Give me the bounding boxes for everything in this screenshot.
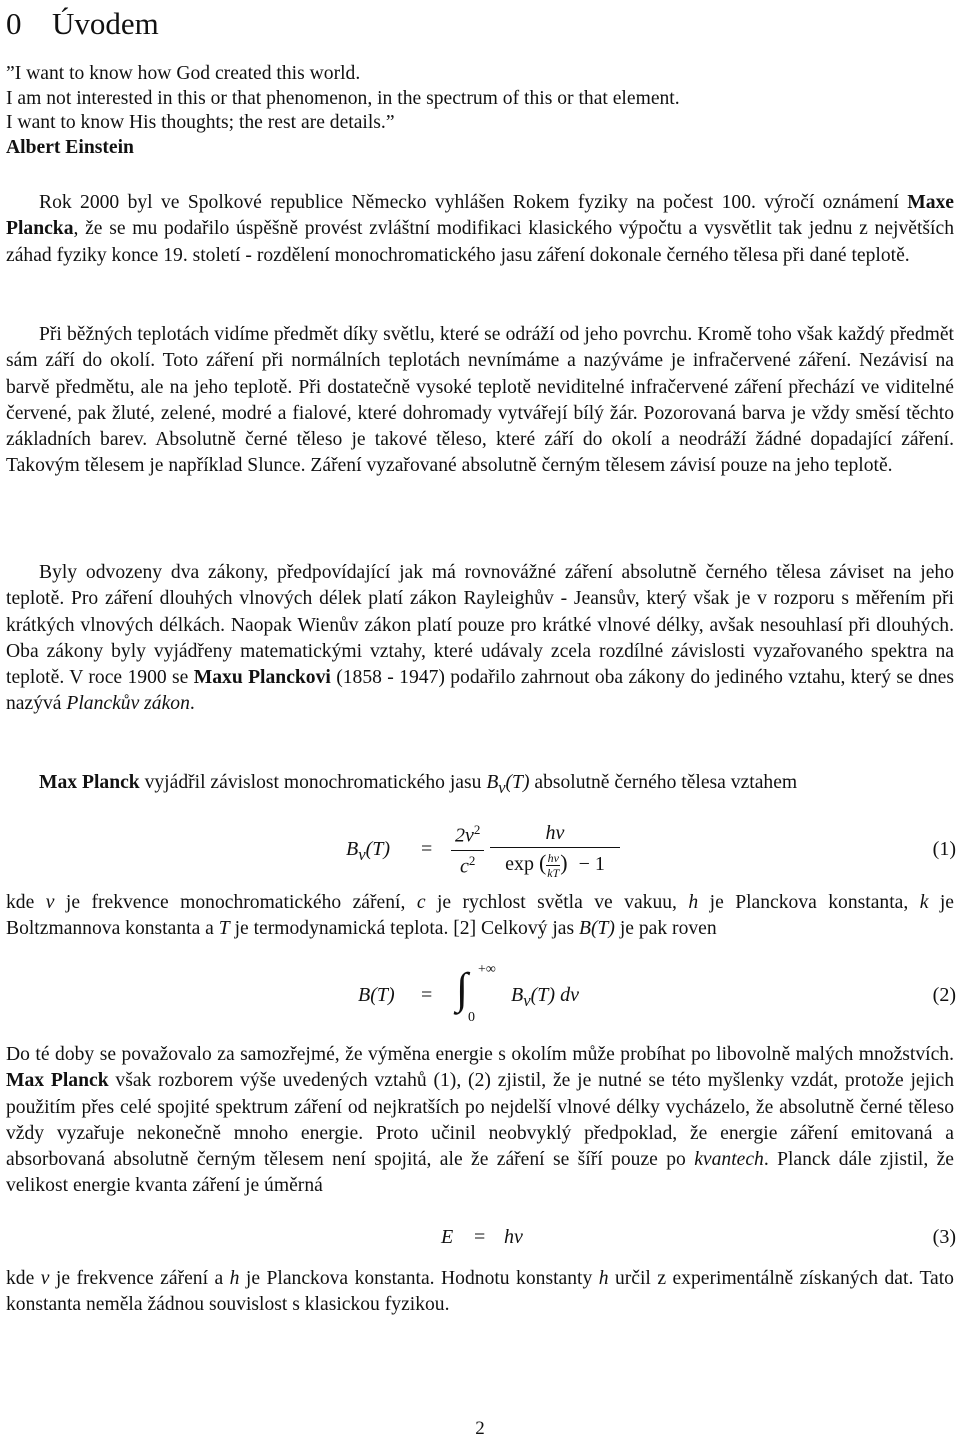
text: Rok 2000 byl ve Spolkové republice Německo vyhlášen Rokem fyziky na počest 100. výročí oznámení	[39, 192, 908, 213]
text: určil z experimentálně získaných dat. Tato konstanta neměla žádnou souvislost s klasickou fyzikou.	[6, 1268, 954, 1316]
section-title: Úvodem	[52, 6, 159, 41]
text: , že se mu podařilo úspěšně provést zvláštní modifikaci klasického výpočtu a vysvětlit tak jednu z největších záhad fyziky konce 19. století - rozdělení monochromatického jasu záření dokonale černého tělesa při dané teplotě.	[6, 218, 954, 266]
paragraph-quantum	[6, 1042, 954, 1200]
text: vyjádřil závislost monochromatického jasu	[139, 772, 487, 793]
math-symbol: (T)	[505, 772, 530, 793]
math-symbol: k	[919, 892, 929, 913]
math-symbol: T	[218, 918, 230, 940]
quote-line: ”I want to know how God created this world.	[6, 63, 361, 84]
math-symbol: c	[460, 855, 469, 878]
math-symbol: B(T)	[358, 984, 395, 1006]
equation-3	[6, 1226, 954, 1254]
page-number: 2	[475, 1418, 485, 1439]
text: . Planck dále zjistil, že velikost energie kvanta záření je úměrná	[6, 1149, 954, 1197]
text: je pak roven	[614, 918, 717, 940]
fraction-1	[451, 822, 484, 878]
math-subscript: ν	[358, 845, 366, 864]
paragraph-constant	[6, 1266, 954, 1319]
text: Byly odvozeny dva zákony, předpovídající jak má rovnovážné záření absolutně černého tělesa záviset na jeho teplotě. Pro záření dlouhých vlnových délek platí zákon Rayleighův - Jeansův, který však je v rozporu s měřením při krátkých vlnových délkách. Naopak Wienův zákon platí pouze pro krátké vlnové délky, avšak nesouhlasí při dlouhých. Oba zákony byly vyjádřeny matematickými vztahy, které udávaly zcela rozdílné závislosti vyzařovaného spektra na teplotě. V roce 1900 se	[6, 562, 954, 689]
bold-name: Max Planck	[39, 772, 140, 793]
paragraph-symbols	[6, 890, 954, 943]
text: je termodynamická teplota. [2] Celkový jas	[229, 918, 579, 940]
text: kde	[6, 1268, 41, 1289]
integral-upper-limit: +∞	[478, 962, 496, 977]
math-symbol: hν	[504, 1226, 523, 1248]
math-symbol: hν	[545, 822, 565, 844]
quote-line: I want to know His thoughts; the rest are details.”	[6, 112, 395, 133]
bold-name: Maxu Planckovi	[193, 667, 331, 689]
math-symbol: (T)	[365, 838, 391, 860]
equation-number: (3)	[932, 1226, 956, 1248]
text: Při běžných teplotách vidíme předmět díky světlu, které se odráží od jeho povrchu. Kromě toho však každý předmět sám září do okolí. Toto záření při normálních teplotách nevnímáme a nazýváme je infračervené záření. Nezávisí na barvě předmětu, ale na jeho teplotě. Při dostatečně vysoké teplotě neviditelné infračervené záření přechází ve viditelné červené, pak žluté, zelené, modré a fialové, které dohromady vytvářejí bílý žár. Pozorovaná barva je vždy směsí těchto základních barev. Absolutně černé těleso je takové těleso, které září do okolí a neodráží žádné dopadající záření. Takovým tělesem je například Slunce. Záření vyzařované absolutně černým tělesem závisí pouze na jeho teplotě.	[6, 324, 954, 477]
text: je Boltzmannova konstanta a	[6, 892, 954, 940]
math-symbol: E	[441, 1226, 454, 1248]
quote-line: I am not interested in this or that phenomenon, in the spectrum of this or that element.	[6, 87, 680, 109]
math-symbol: (T) dν	[530, 984, 579, 1006]
equals-sign: =	[421, 838, 433, 860]
text: absolutně černého tělesa vztahem	[529, 772, 798, 793]
text: (1858 - 1947) podařilo zahrnout oba zákony do jediného vztahu, který se dnes nazývá	[6, 667, 954, 715]
text: kde	[6, 892, 46, 913]
text: je Planckova konstanta. Hodnotu konstanty	[239, 1268, 599, 1289]
math-symbol: h	[598, 1268, 609, 1289]
paragraph-intro	[6, 190, 954, 269]
section-number: 0	[6, 6, 22, 41]
math-superscript: 2	[468, 852, 476, 868]
math-symbol: B(T)	[579, 918, 615, 940]
math-subscript: ν	[498, 777, 506, 797]
paragraph-laws	[6, 560, 954, 718]
equation-number: (1)	[932, 838, 956, 860]
equation-number: (2)	[932, 984, 956, 1006]
math-symbol: 2ν	[455, 824, 474, 847]
fraction-2: hν exp ( $\frac{h\nu}{kT}$ ) − 1	[490, 822, 620, 879]
math-symbol: h	[229, 1268, 240, 1289]
text: je Planckova konstanta,	[698, 892, 920, 913]
equals-sign: =	[421, 984, 433, 1006]
equation-body	[346, 838, 390, 865]
math-symbol: B	[486, 772, 499, 793]
text: je rychlost světla ve vakuu,	[425, 892, 689, 913]
epigraph	[6, 62, 680, 160]
math-function: exp	[505, 853, 534, 875]
text: však rozborem výše uvedených vztahů (1), (2) zjistil, že je nutné se této myšlenky vzdát, protože jejich použitím přes celé spojité spektrum záření od nejkratších po nejdelší vlnové délky vycházelo, že absolutně černé těleso vždy vyzařuje nekonečně mnoho energie. Proto učinil neobvyklý předpoklad, že energie záření emitovaná a absorbovaná absolutně černým tělesem není spojitá, ale že záření se šíří pouze po	[6, 1070, 955, 1171]
bold-name: Max Planck	[6, 1070, 109, 1092]
section-heading	[6, 6, 159, 42]
integrand	[511, 984, 579, 1011]
math-symbol: h	[688, 892, 699, 913]
italic-term: Planckův zákon	[66, 693, 190, 715]
bold-name: Maxe Plancka	[6, 192, 954, 240]
math-symbol: hν	[547, 850, 559, 865]
equation-2	[6, 962, 954, 1024]
math-symbol: kT	[547, 865, 560, 880]
text: Do té doby se považovalo za samozřejmé, že výměna energie s okolím může probíhat po libovolně malých množstvích.	[6, 1044, 954, 1065]
equation-1	[6, 822, 954, 882]
integral-sign: ∫	[456, 964, 469, 1013]
math-symbol: ν	[40, 1268, 50, 1289]
math-subscript: ν	[523, 991, 531, 1010]
math-symbol: − 1	[578, 853, 605, 875]
paragraph-planck-expression	[6, 770, 954, 801]
equals-sign: =	[474, 1226, 486, 1248]
italic-term: kvantech	[694, 1149, 764, 1171]
math-superscript: 2	[473, 822, 481, 837]
text: je frekvence monochromatického záření,	[54, 892, 417, 913]
integral-lower-limit: 0	[468, 1010, 475, 1025]
math-symbol: B	[511, 984, 524, 1006]
math-symbol: B	[346, 838, 359, 860]
paragraph-radiation	[6, 322, 954, 480]
text: je frekvence záření a	[49, 1268, 230, 1289]
quote-author: Albert Einstein	[6, 136, 134, 158]
math-symbol: ν	[45, 892, 55, 913]
text: .	[189, 693, 195, 715]
math-symbol: c	[416, 892, 426, 913]
